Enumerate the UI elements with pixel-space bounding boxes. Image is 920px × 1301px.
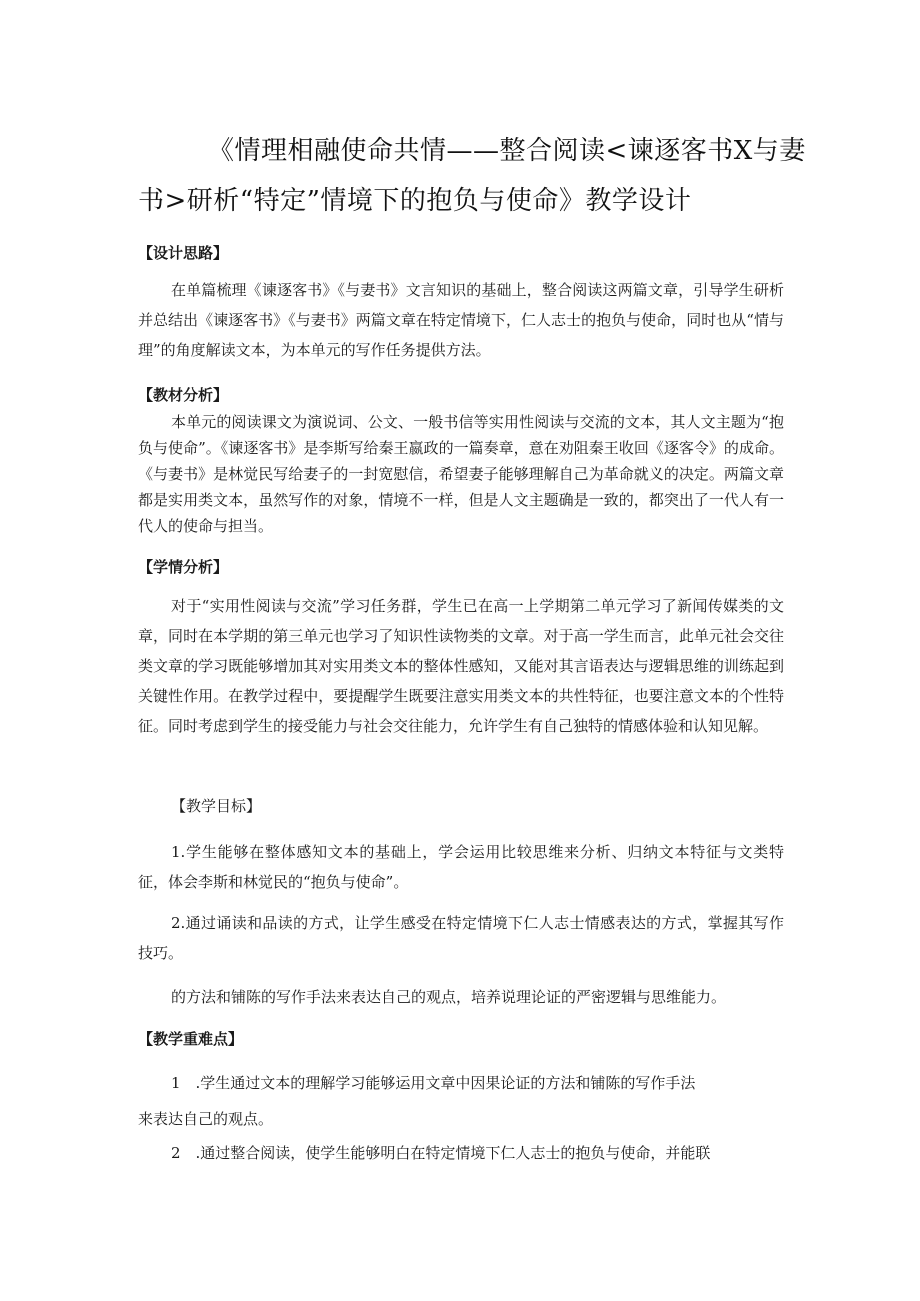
student-analysis-paragraph: 对于“实用性阅读与交流”学习任务群，学生已在高一上学期第二单元学习了新闻传媒类的文章，同时在本学期的第三单元也学习了知识性读物类的文章。对于高一学生而言，此单元社会交往类文章的学习既能够增加其对实用类文本的整体性感知，又能对其言语表达与逻辑思维的训练起到关键性作用。在教学过程中，要提醒学生既要注意实用类文本的共性特征，也要注意文本的个性特征。同时考虑到学生的接受能力与社会交往能力，允许学生有自己独特的情感体验和认知见解。 xyxy=(138,597,784,735)
key-point-1-line-1: 1 .学生通过文本的理解学习能够运用文章中因果论证的方法和铺陈的写作手法 xyxy=(171,1074,696,1092)
material-analysis-paragraph: 本单元的阅读课文为演说词、公文、一般书信等实用性阅读与交流的文本，其人文主题为“抱负与使命”。《谏逐客书》是李斯写给秦王嬴政的一篇奏章，意在劝阻秦王收回《逐客令》的成命。《与妻书》是林觉民写给妻子的一封宽慰信，希望妻子能够理解自己为革命就义的决定。两篇文章都是实用类文本，虽然写作的对象，情境不一样，但是人文主题确是一致的，都突出了一代人有一代人的使命与担当。 xyxy=(138,413,784,535)
title-line-2: 书>研析“特定”情境下的抱负与使命》教学设计 xyxy=(138,186,692,216)
teaching-goal-2: 2.通过诵读和品读的方式，让学生感受在特定情境下仁人志士情感表达的方式，掌握其写作技巧。 xyxy=(138,914,784,962)
key-points-heading: 【教学重难点】 xyxy=(138,1030,244,1048)
student-analysis-heading: 【学情分析】 xyxy=(138,558,229,576)
design-idea-paragraph: 在单篇梳理《谏逐客书》《与妻书》文言知识的基础上，整合阅读这两篇文章，引导学生研析并总结出《谏逐客书》《与妻书》两篇文章在特定情境下，仁人志士的抱负与使命，同时也从“情与理”的角度解读文本，为本单元的写作任务提供方法。 xyxy=(138,281,784,359)
teaching-goal-3: 的方法和铺陈的写作手法来表达自己的观点，培养说理论证的严密逻辑与思维能力。 xyxy=(171,988,727,1006)
title-line-1: 《情理相融使命共情——整合阅读<谏逐客书X与妻 xyxy=(208,136,806,166)
key-point-1-line-2: 来表达自己的观点。 xyxy=(138,1110,274,1128)
teaching-goal-1: 1.学生能够在整体感知文本的基础上，学会运用比较思维来分析、归纳文本特征与文类特征，体会李斯和林觉民的“抱负与使命”。 xyxy=(138,843,784,891)
teaching-goals-heading: 【教学目标】 xyxy=(171,797,262,815)
material-analysis-heading: 【教材分析】 xyxy=(138,386,229,404)
design-idea-heading: 【设计思路】 xyxy=(138,244,229,262)
key-point-2-line-1: 2 .通过整合阅读，使学生能够明白在特定情境下仁人志士的抱负与使命，并能联 xyxy=(171,1144,711,1162)
